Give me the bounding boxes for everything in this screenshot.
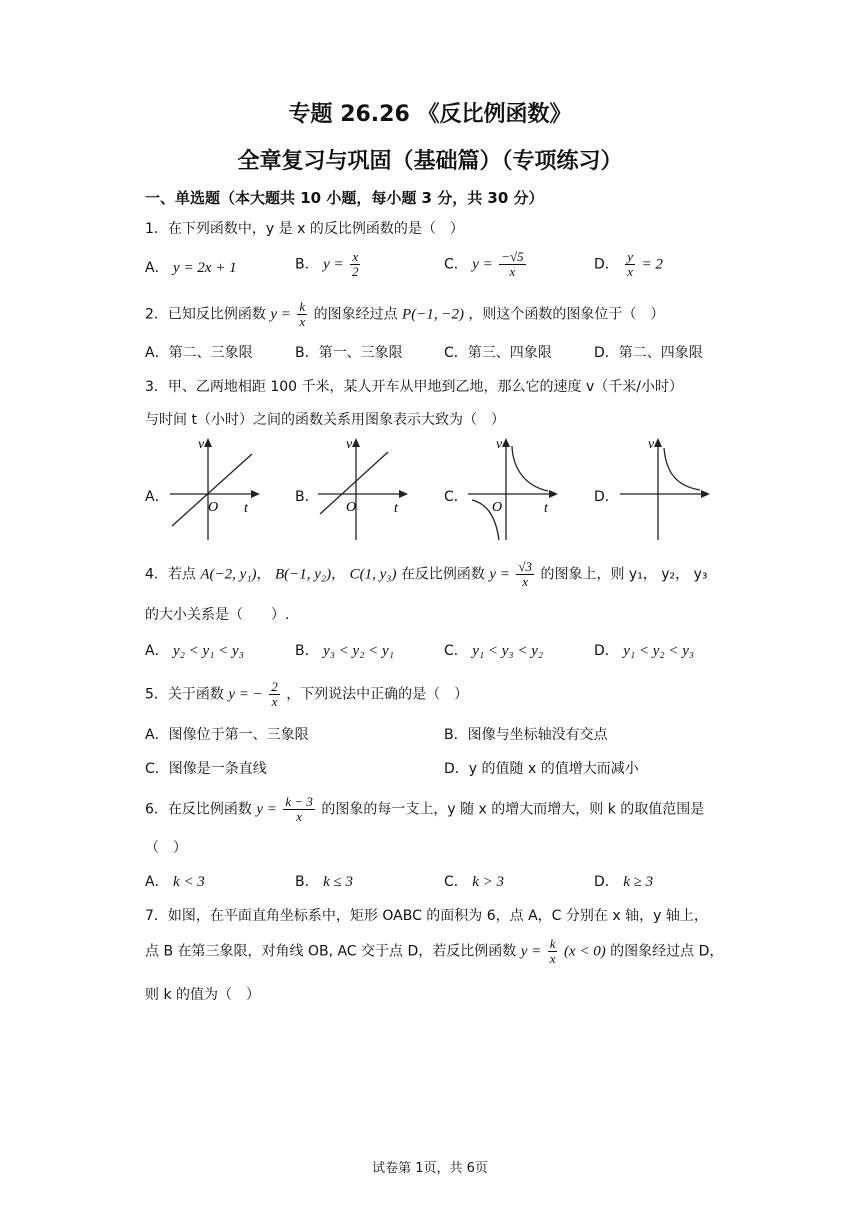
fraction	[625, 250, 635, 279]
stem-text: 5．关于函数	[145, 686, 224, 703]
option-math: y₃ < y₂ < y₁	[323, 643, 394, 659]
stem-text: 2．已知反比例函数	[145, 306, 266, 323]
question-3-line-1: 3．甲、乙两地相距 100 千米，某人开车从甲地到乙地，那么它的速度 v（千米/小时）	[145, 379, 683, 395]
question-2-stem	[145, 300, 664, 329]
question-4-option-c	[444, 641, 543, 661]
option-math-right: = 2	[641, 256, 663, 273]
point-a: A(−2, y₁)	[200, 566, 257, 583]
section-heading: 一、单选题（本大题共 10 小题，每小题 3 分，共 30 分）	[145, 189, 544, 207]
question-6-line-2: （ ）	[145, 840, 187, 856]
stem-text: 的图象经过点	[313, 306, 398, 323]
point-b: B(−1, y₂)	[274, 566, 332, 583]
origin-label: O	[208, 500, 219, 515]
option-label: A．	[145, 260, 169, 276]
option-math-left: y =	[472, 256, 493, 273]
option-label: C．	[444, 256, 468, 273]
option-label: A．	[145, 643, 169, 659]
question-7-line-1: 7．如图，在平面直角坐标系中，矩形 OABC 的面积为 6，点 A，C 分别在 x 轴，y 轴上，	[145, 908, 708, 924]
option-label: B．	[295, 643, 319, 659]
question-5-option-c: C．图像是一条直线	[145, 761, 267, 777]
numerator: −√5	[501, 249, 524, 264]
question-7-line-2	[145, 937, 723, 966]
page-title: 专题 26.26 《反比例函数》	[288, 102, 572, 127]
question-1-option-d	[594, 250, 663, 279]
question-6-option-b	[295, 872, 353, 892]
question-1-option-a	[145, 258, 237, 278]
numerator: x	[352, 249, 359, 264]
question-2-option-b: B．第一、三象限	[295, 345, 403, 361]
fraction	[499, 250, 525, 279]
question-6-option-a	[145, 872, 205, 892]
graph-b-linear-offset	[316, 436, 411, 544]
axis-t-label: t	[394, 501, 398, 516]
question-2-option-a: A．第二、三象限	[145, 345, 253, 361]
numerator: k	[299, 299, 306, 314]
fraction	[297, 300, 307, 329]
question-3-line-2: 与时间 t（小时）之间的函数关系用图象表示大致为（ ）	[145, 412, 505, 428]
question-5-option-a: A．图像位于第一、三象限	[145, 727, 309, 743]
graph-a-linear-through-origin	[168, 436, 263, 544]
separator: ，	[331, 566, 346, 583]
stem-text: ，则这个函数的图象位于（ ）	[468, 306, 665, 323]
denominator: 2	[352, 264, 359, 279]
axis-t-label: t	[544, 501, 548, 516]
question-4-option-b	[295, 641, 394, 661]
page-footer: 试卷第 1页，共 6页	[372, 1161, 488, 1176]
option-math: k < 3	[173, 874, 205, 890]
denominator: x	[299, 314, 306, 329]
option-label: D．	[594, 643, 619, 659]
numerator: 2	[271, 679, 278, 694]
option-math: y₁ < y₂ < y₃	[623, 643, 695, 659]
question-3-label-d: D．	[594, 489, 619, 505]
denominator: x	[549, 951, 556, 966]
question-5-option-d: D．y 的值随 x 的值增大而减小	[444, 761, 639, 777]
question-4-option-a	[145, 641, 244, 661]
point-c: C(1, y₃)	[349, 566, 397, 583]
origin-label: O	[492, 500, 503, 515]
stem-text: 的图象上，则 y₁， y₂， y₃	[540, 566, 708, 583]
question-3-label-b: B．	[295, 489, 319, 505]
stem-text: 点 B 在第三象限，对角线 OB, AC 交于点 D，若反比例函数	[145, 943, 517, 960]
option-label: C．	[444, 874, 468, 890]
option-label: B．	[295, 874, 319, 890]
origin-label: O	[346, 500, 357, 515]
option-math-left: y =	[323, 256, 344, 273]
fraction	[350, 250, 361, 279]
question-3-label-a: A．	[145, 489, 169, 505]
question-1-option-b	[295, 250, 363, 279]
page-subtitle: 全章复习与巩固（基础篇）（专项练习）	[237, 149, 623, 174]
fraction	[548, 937, 558, 966]
option-label: B．	[295, 256, 319, 273]
stem-text: 的图象的每一支上，y 随 x 的增大而增大，则 k 的取值范围是	[321, 801, 705, 818]
option-label: A．	[145, 874, 169, 890]
question-1-stem: 1．在下列函数中，y 是 x 的反比例函数的是（ ）	[145, 221, 464, 237]
graph-c-hyperbola-two-branches	[466, 436, 561, 544]
numerator: k − 3	[285, 794, 313, 809]
axis-t-label: t	[244, 501, 248, 516]
expr-left: y =	[270, 306, 291, 323]
question-5-stem	[145, 680, 468, 709]
option-math: k ≤ 3	[323, 874, 353, 890]
stem-text: 6．在反比例函数	[145, 801, 252, 818]
fraction	[269, 680, 280, 709]
point-label: P(−1, −2)	[402, 306, 464, 323]
axis-v-label: v	[346, 437, 353, 452]
axis-v-label: v	[496, 437, 503, 452]
question-4-option-d	[594, 641, 694, 661]
question-3-label-c: C．	[444, 489, 468, 505]
option-math: y = 2x + 1	[173, 260, 237, 276]
question-6-stem	[145, 795, 704, 824]
option-label: D．	[594, 256, 619, 273]
question-1-option-c	[444, 250, 528, 279]
fraction	[516, 560, 534, 589]
option-math: k > 3	[472, 874, 505, 890]
question-7-line-3: 则 k 的值为（ ）	[145, 987, 261, 1003]
question-6-option-d	[594, 872, 653, 892]
question-4-stem	[145, 560, 708, 589]
denominator: x	[522, 574, 529, 589]
question-6-option-c	[444, 872, 504, 892]
option-label: D．	[594, 874, 619, 890]
numerator: y	[627, 249, 634, 264]
option-math: y₂ < y₁ < y₃	[173, 643, 244, 659]
denominator: x	[627, 264, 634, 279]
graph-d-hyperbola-first-quadrant	[618, 436, 713, 544]
option-label: C．	[444, 643, 468, 659]
stem-text: ，下列说法中正确的是（ ）	[286, 686, 469, 703]
stem-text: 4．若点	[145, 566, 196, 583]
numerator: √3	[518, 559, 532, 574]
stem-text: 的图象经过点 D，	[610, 943, 724, 960]
axis-v-label: v	[198, 437, 205, 452]
question-2-option-d: D．第二、四象限	[594, 345, 703, 361]
fraction	[283, 795, 315, 824]
expr-left: y = −	[228, 686, 263, 703]
denominator: x	[509, 264, 516, 279]
option-math: k ≥ 3	[623, 874, 654, 890]
axis-v-label: v	[648, 437, 655, 452]
stem-text: 在反比例函数	[400, 566, 485, 583]
question-4-line-2: 的大小关系是（ ）.	[145, 607, 290, 623]
question-2-option-c: C．第三、四象限	[444, 345, 552, 361]
expr-left: y =	[256, 801, 277, 818]
denominator: x	[271, 694, 278, 709]
expr-left: y =	[489, 566, 510, 583]
option-math: y₁ < y₃ < y₂	[472, 643, 544, 659]
expr-left: y =	[520, 943, 542, 960]
separator: ，	[256, 566, 271, 583]
numerator: k	[549, 936, 556, 951]
denominator: x	[296, 809, 303, 824]
question-5-option-b: B．图像与坐标轴没有交点	[444, 727, 608, 743]
expr-condition: (x < 0)	[563, 943, 606, 960]
